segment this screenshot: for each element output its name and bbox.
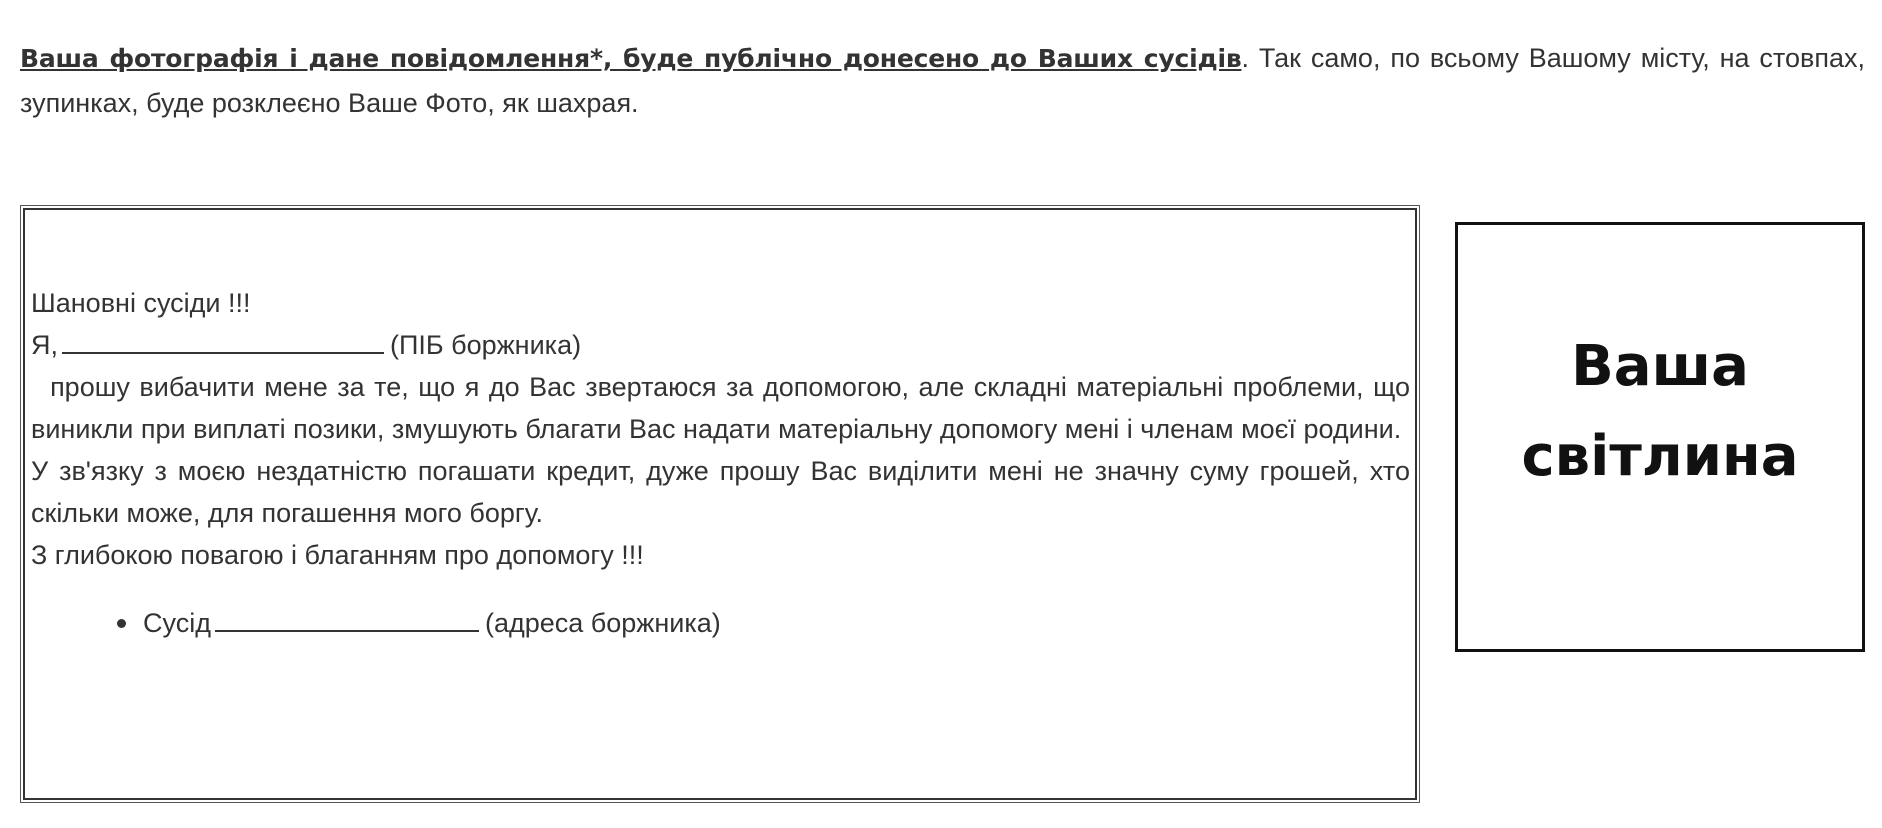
letter-body [23, 208, 1417, 800]
debtor-address-blank [215, 602, 479, 632]
publicity-warning: Ваша фотографія і дане повідомлення*, буде публічно донесено до Ваших сусідів [20, 44, 1242, 73]
intro-paragraph [20, 36, 1865, 125]
apology-text: прошу вибачити мене за те, що я до Вас звертаюся за допомогою, але складні матеріальні проблеми, що виникли при виплаті позики, змушують благати Вас надати матеріальну допомогу мені і членам моєї родини. [31, 372, 1410, 444]
letter-template-box [20, 205, 1420, 803]
photo-placeholder [1455, 222, 1865, 652]
name-prefix: Я, [31, 330, 58, 360]
signature-item [143, 602, 1410, 644]
photo-placeholder-label [1521, 322, 1798, 502]
letter-greeting: Шановні сусіди !!! [31, 288, 251, 318]
letter-paragraph-request: У зв'язку з моєю нездатністю погашати кредит, дуже прошу Вас виділити мені не значну суму грошей, хто скільки може, для погашення мого боргу. [31, 456, 1410, 528]
letter-paragraph-apology [31, 366, 1410, 450]
photo-label-line2: світлина [1521, 424, 1799, 489]
intro-rest-text: . Так само, по всьому Вашому місту, на стовпах, зупинках, буде розклеєно Ваше Фото, як шахрая. [20, 43, 1865, 118]
name-hint: (ПІБ боржника) [390, 330, 582, 360]
debtor-name-blank [62, 324, 384, 354]
photo-label-line1: Ваша [1571, 334, 1749, 399]
letter-name-line [31, 324, 1410, 366]
signature-hint: (адреса боржника) [484, 608, 721, 638]
signature-list [31, 602, 1410, 644]
bullet-icon [117, 619, 126, 628]
signature-prefix: Сусід [143, 608, 211, 638]
letter-closing: З глибокою повагою і благанням про допомогу !!! [31, 540, 644, 570]
